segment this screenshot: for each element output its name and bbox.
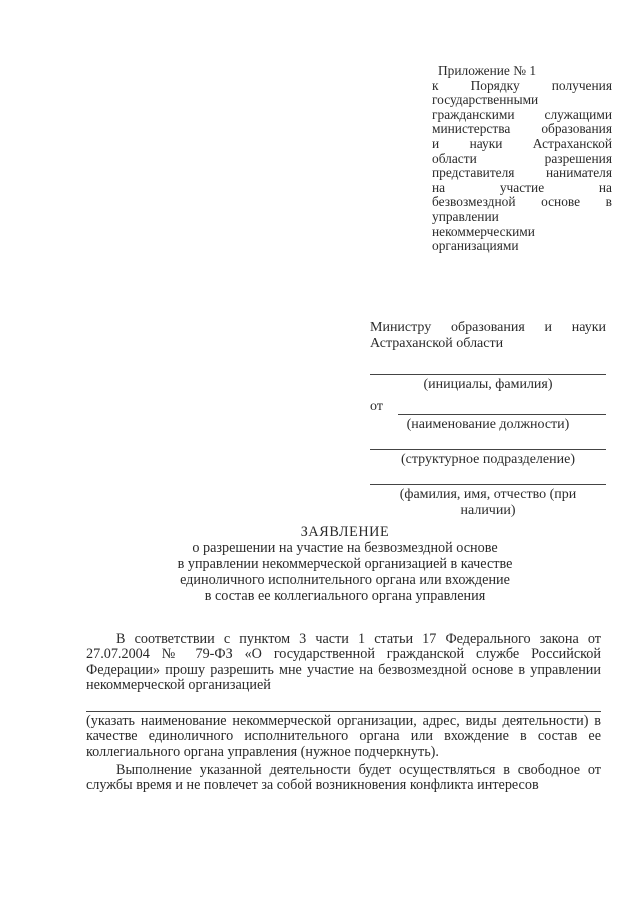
statement-subtitle-line: в состав ее коллегиального органа управления (204, 588, 486, 604)
appendix-line: организациями (432, 238, 519, 254)
appendix-line: безвозмездной основе в (432, 194, 612, 210)
fio-line[interactable] (370, 472, 606, 485)
body-paragraph-2: (указать наименование некоммерческой организации, адрес, виды деятельности) в качестве единоличного исполнительного органа или вхождение в состав ее коллегиального органа управления (нужное подчеркнуть). (86, 713, 601, 760)
statement-subtitle-line: о разрешении на участие на безвозмездной основе (192, 540, 498, 556)
statement-subtitle-line: в управлении некоммерческой организацией в качестве (177, 556, 513, 572)
body-paragraph-3: Выполнение указанной деятельности будет осуществляться в свободное от службы время и не повлечет за собой возникновения конфликта интересов (86, 762, 601, 794)
appendix-line: гражданскими служащими (432, 106, 612, 122)
initials-caption: (инициалы, фамилия) (423, 377, 553, 392)
addressee-block (370, 320, 606, 519)
appendix-line: к Порядку получения (432, 77, 612, 93)
addressee-to (370, 320, 606, 352)
statement-heading (140, 524, 550, 604)
appendix-line: на участие на (432, 179, 612, 195)
from-row (370, 397, 606, 415)
from-label: от (370, 399, 383, 414)
appendix-line: некоммерческими (432, 223, 535, 239)
department-caption: (структурное подразделение) (400, 452, 575, 467)
appendix-line: управлении (432, 208, 499, 224)
initials-line[interactable] (370, 362, 606, 375)
appendix-title: Приложение № 1 (438, 63, 537, 78)
appendix-line: и науки Астраханской (432, 135, 612, 151)
addressee-to-line: Министру образования и науки (370, 320, 606, 335)
statement-body (86, 632, 601, 794)
from-line[interactable] (398, 400, 606, 415)
appendix-block (432, 64, 612, 254)
appendix-line: области разрешения (432, 150, 612, 166)
body-paragraph-1: В соответствии с пунктом 3 части 1 статьи 17 Федерального закона от 27.07.2004 № 79-ФЗ «О государственной гражданской службе Российской Федерации» прошу разрешить мне участие на безвозмездной основе в управлении некоммерческой организацией (86, 631, 601, 693)
statement-subtitle-line: единоличного исполнительного органа или вхождение (180, 572, 510, 588)
organization-name-line[interactable] (86, 697, 601, 712)
fio-caption: (фамилия, имя, отчество (при наличии) (399, 487, 577, 518)
position-caption: (наименование должности) (406, 417, 570, 432)
appendix-line: представителя нанимателя (432, 165, 612, 181)
statement-title: ЗАЯВЛЕНИЕ (300, 524, 390, 540)
appendix-line: государственными (432, 92, 539, 108)
department-line[interactable] (370, 437, 606, 450)
appendix-line: министерства образования (432, 121, 612, 137)
addressee-to-line: Астраханской области (370, 336, 504, 351)
